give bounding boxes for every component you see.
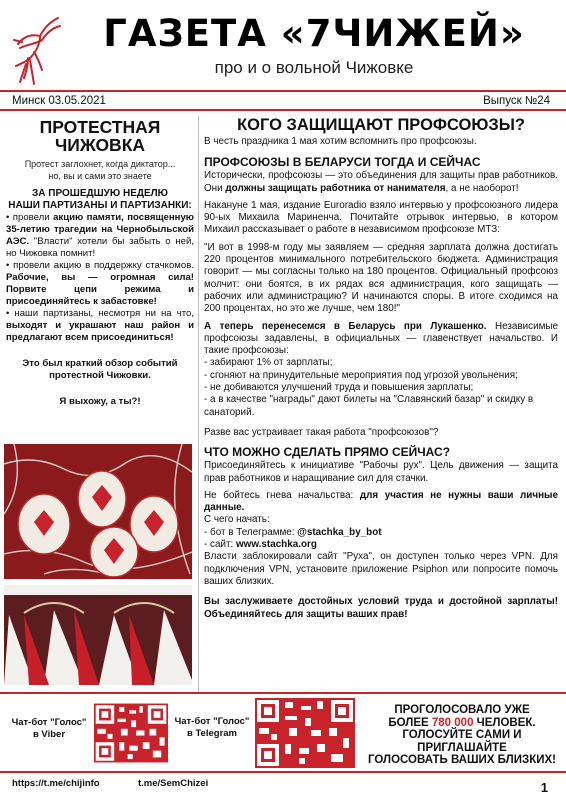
- eggs-photo: [4, 444, 192, 579]
- question: Разве вас устраивает такая работа "профсоюзов"?: [204, 426, 439, 438]
- paragraph: Не бойтесь гнева начальства: для участия не нужны ваши личные данные.: [204, 489, 558, 514]
- site-line: - сайт: www.stachka.org: [204, 539, 317, 551]
- list-item: • провели акцию памяти, посвященную 35-летию трагедии на Чернобыльской АЭС. "Власти" хотели бы забыть о ней, но Чижовка помнит!: [6, 212, 194, 259]
- ribbons-photo: [4, 585, 192, 685]
- paragraph: Присоединяйтесь к инициативе "Рабочы рух". Цель движения — защита прав работников и наращивание сил для стачки.: [204, 460, 558, 484]
- list-item: - забирают 1% от зарплаты;: [204, 357, 333, 369]
- header-rule-bottom: [0, 109, 566, 111]
- section-heading-now: ЧТО МОЖНО СДЕЛАТЬ ПРЯМО СЕЙЧАС?: [204, 445, 451, 460]
- viber-label-line: Чат-бот "Голос": [11, 717, 87, 728]
- week-heading: ЗА ПРОШЕДШУЮ НЕДЕЛЮ НАШИ ПАРТИЗАНЫ И ПАРТИЗАНКИ:: [8, 188, 192, 211]
- call-text: Я выхожу, а ты?!: [59, 396, 141, 407]
- header-rule-top: [0, 90, 566, 92]
- telegram-qr-icon[interactable]: [255, 698, 355, 768]
- summary-text: Это был краткий обзор событий протестной Чижовки.: [22, 358, 178, 381]
- telegram-label: Чат-бот "Голос": [174, 716, 250, 727]
- viber-label-group: [6, 716, 92, 742]
- section-heading-then: ПРОФСОЮЗЫ В БЕЛАРУСИ ТОГДА И СЕЙЧАС: [204, 155, 481, 170]
- footer-rule: [0, 771, 566, 773]
- list-item: • провели акцию в поддержку стачкомов. Рабочие, вы — огромная сила! Порвите цепи режима и присоединяйтесь к забастовке!: [6, 260, 194, 307]
- vote-promo: ПРОГОЛОСОВАЛО УЖЕ БОЛЕЕ 780 000 ЧЕЛОВЕК. ГОЛОСУЙТЕ САМИ И ПРИГЛАШАЙТЕ ГОЛОСОВАТЬ ВАШИХ БЛИЗКИХ!: [368, 704, 556, 766]
- start-label: С чего начать:: [204, 514, 270, 526]
- list-item: • наши партизаны, несмотря ни на что, выходят и украшают наш район и предлагают всем присоединиться!: [6, 308, 194, 343]
- issue-date: Минск 03.05.2021: [12, 95, 106, 107]
- issue-number: Выпуск №24: [483, 95, 550, 107]
- list-item: - а в качестве "награды" дают билеты на "Славянский базар" и скидку в санаторий.: [204, 394, 534, 418]
- quote: "И вот в 1998-м году мы заявляем — средняя зарплата должна достигать 220 процентов минимального потребительского бюджета. Администрация говорит — мы согласны только на 180 процентов. Официальный профсоюз молчит: они боятся, в их рядах вся администрация, кого защищать — рабочих или администрацию? И начинаются споры. В итоге сходимся на 200 процентах, но это же лучше, чем 180!": [204, 241, 558, 315]
- newspaper-subtitle: про и о вольной Чижовке: [214, 58, 414, 77]
- bird-icon: [10, 14, 62, 86]
- title-number: 7: [305, 12, 333, 55]
- telegram-label-sub: в Telegram: [186, 728, 237, 739]
- paragraph: Власти заблокировали сайт "Руха", он доступен только через VPN. Для подключения VPN, установите приложение Psiphon или попросите помочь ваших близких.: [204, 551, 558, 587]
- left-title: ПРОТЕСТНАЯ ЧИЖОВКА: [39, 117, 161, 155]
- page-number: 1: [540, 780, 548, 795]
- left-motto: Протест заглохнет, когда диктатор... но, вы и сами это знаете: [24, 159, 176, 181]
- viber-caption-block: [172, 716, 252, 740]
- column-divider: [198, 116, 199, 692]
- bottom-rule: [0, 692, 566, 694]
- list-item: - сгоняют на принудительные мероприятия под угрозой увольнения;: [204, 369, 518, 381]
- left-column: [6, 116, 194, 408]
- viber-qr-icon[interactable]: [94, 698, 168, 768]
- week-list: [6, 212, 194, 344]
- main-article: [204, 116, 558, 626]
- list-item: - не добиваются улучшений труда и повышения зарплаты;: [204, 382, 474, 394]
- paragraph: Накануне 1 мая, издание Euroradio взяло интервью у профсоюзного лидера 90-ых Михаила Мариненча. Почитайте отрывок интервью, в котором Михаил рассказывает о работе в независимом профсоюзе МТЗ:: [204, 199, 558, 236]
- channel-link-chijinfo[interactable]: https://t.me/chijinfo: [12, 778, 100, 789]
- viber-label-line: в Viber: [32, 729, 66, 740]
- bot-line: - бот в Телеграмме: @stachka_by_bot: [204, 526, 382, 538]
- closing-text: Вы заслуживаете достойных условий труда и достойной зарплаты! Объединяйтесь для защиты ваших прав!: [204, 596, 558, 620]
- channel-link-semchizei[interactable]: t.me/SemChizei: [138, 778, 209, 789]
- newspaper-title: ГАЗЕТА «7ЧИЖЕЙ»: [103, 12, 525, 55]
- article-intro: В честь праздника 1 мая хотим вспомнить про профсоюзы.: [204, 136, 477, 147]
- article-title: КОГО ЗАЩИЩАЮТ ПРОФСОЮЗЫ?: [237, 116, 525, 134]
- paragraph: Исторически, профсоюзы — это объединения для защиты прав работников. Они должны защищать работника от нанимателя, а не наоборот!: [204, 170, 558, 194]
- paragraph: А теперь перенесемся в Беларусь при Лукашенко. Независимые профсоюзы задавлены, в официальных — главенствует начальство. И такие профсоюзы:: [204, 320, 559, 357]
